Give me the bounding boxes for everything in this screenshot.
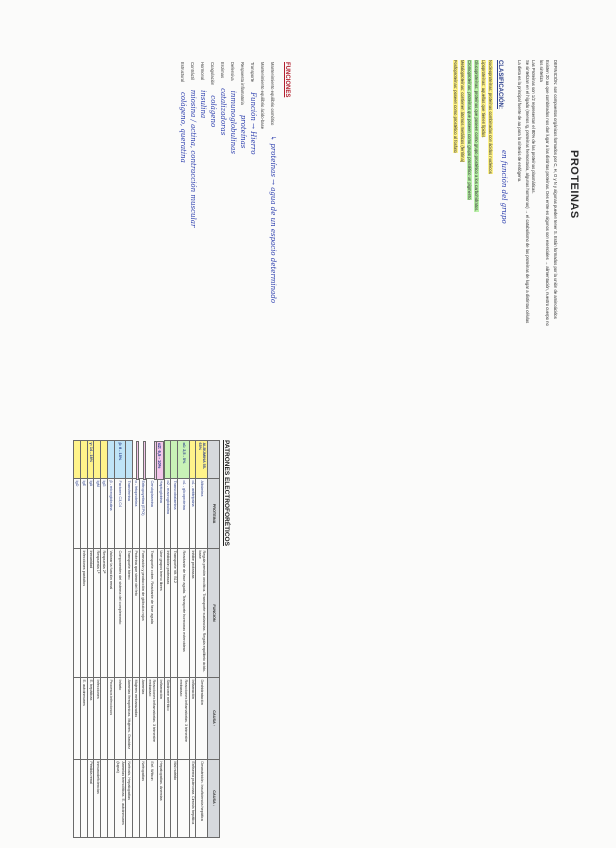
table-cell-cls: β: 8 - 15% <box>114 441 125 479</box>
table-row <box>157 441 164 838</box>
functions-heading: FUNCIONES <box>284 62 290 98</box>
table-cell-up: Anemias <box>139 678 146 760</box>
function-label: Mantenimiento equilibrio osmótico <box>270 62 275 126</box>
table-row <box>101 441 108 838</box>
classification-item <box>459 60 465 162</box>
table-cell-fun: Proteína que viene del feto <box>133 549 140 678</box>
table-cell-down <box>133 759 140 837</box>
table-cell-fun: Inmunidad <box>87 549 94 678</box>
table-cell-prot: IgD <box>74 479 81 549</box>
table-cell-cls: α1: 2,5 - 5% <box>178 441 189 479</box>
table-cell-up <box>101 678 108 760</box>
table-cell-down: Mal nutrido <box>171 759 178 837</box>
document-title: PROTEINAS <box>568 150 580 219</box>
function-handwriting: colágeno, queratina <box>179 92 187 163</box>
function-item <box>198 62 208 303</box>
classification-item-text: Cromoproteínas: proteínas que poseen como grupo prostético un pigmento <box>467 60 472 200</box>
table-cell-down: Desnutrición. Insuficiencia hepática <box>196 759 207 837</box>
table-row <box>114 441 125 838</box>
function-label: Mantenimiento equilibrio ácido-base <box>260 62 265 130</box>
function-label: Defensiva <box>230 62 235 81</box>
table-row <box>74 441 81 838</box>
function-handwriting: proteínas <box>239 114 247 149</box>
table-cell-down: Enfisema pulmonar. Cirrosis hepática <box>189 759 196 837</box>
function-label: Enzimas <box>220 62 225 79</box>
function-handwriting: colágeno <box>209 95 217 128</box>
table-cell-down <box>108 759 115 837</box>
function-handwriting: inmunoglobulinas <box>229 90 237 154</box>
classification-item-text: Lipoproteínas: aquellas que tienen lípidos <box>481 60 486 138</box>
table-body <box>74 441 208 838</box>
table-cell-fun: Formación y producción de glóbulos rojos <box>139 549 146 678</box>
intro-line-6: La dieta es la principal fuente de aa para la síntesis de endógena. <box>517 60 522 183</box>
table-cell-cls: α2: 6,5 - 10% <box>155 441 164 480</box>
classification-item-text: Fosfoproteínas: poseen como prostético al fosfato <box>453 60 458 153</box>
function-label: Estructural <box>180 62 185 83</box>
table-row <box>196 441 207 838</box>
table-cell-down: Nefrosis. Hepatopatías <box>126 759 133 837</box>
table-cell-prot: Albúmina <box>196 479 207 549</box>
table-cell-prot: α - fetoproteína <box>133 479 140 549</box>
table-cell-down <box>80 759 87 837</box>
table-cell-fun: Regula presión oncótica. Transporte sustancias. Regula equilibrio ácido-base <box>196 549 207 678</box>
function-item <box>238 62 248 303</box>
table-header-cell: PROTEINA <box>207 479 219 549</box>
classification-item-text: Metaloproteínas: contienen átomos metálicos (ferritina) <box>460 60 465 163</box>
table-header-cell: CAUSA ↑ <box>207 678 219 760</box>
intro-line-2: Existen 20 aa que combinados nos dan lugar a las distintas proteínas. Des entre es algunos son esenciales → alimentación, nuestro cuerpo no <box>545 60 550 326</box>
table-cell-down: Anemias hemolíticas. E. autoinmunes (lupus) <box>114 759 125 837</box>
table-cell-cls <box>136 441 139 480</box>
table-cell-down: Nefropatías <box>139 759 146 837</box>
table-row <box>189 441 196 838</box>
table-cell-up: Mujeres embarazadas <box>133 678 140 760</box>
table-cell-up: E. autoinmunes <box>80 678 87 760</box>
function-item <box>178 62 188 303</box>
table-header-cell: CAUSA ↓ <box>207 759 219 837</box>
function-item <box>248 62 258 303</box>
table-cell-prot: α1 - antitripsina <box>189 479 196 549</box>
table-row <box>133 441 140 838</box>
function-item <box>258 62 268 303</box>
function-label: Contráctil <box>190 62 195 80</box>
table-cell-up <box>171 678 178 760</box>
table-row <box>178 441 189 838</box>
table-cell-cls <box>171 441 178 479</box>
function-label: Hormonal <box>200 62 205 81</box>
function-label: Respuesta inflamatoria <box>240 62 245 105</box>
table-cell-up: Reacciones inflamatorias. 3 trimestre embarazo <box>178 678 189 760</box>
table-row <box>80 441 87 838</box>
intro-line-4: Las Proteínas son 1/2 representan el 80% de las proteínas plasmáticas. <box>531 60 536 194</box>
intro-text: DEFINICIÓN: son compuestos orgánicos formados por C, H, O y N y algunas pueden tener S. Están formados por la unión de aminoácidos <box>553 60 558 319</box>
function-handwriting: catalizadoras <box>219 88 227 136</box>
table-cell-cls <box>154 441 157 480</box>
table-cell-down <box>178 759 189 837</box>
table-cell-prot: IgG <box>101 479 108 549</box>
table-cell-cls <box>101 441 108 479</box>
table-cell-cls <box>143 441 146 480</box>
table-row <box>146 441 157 838</box>
function-label: Transporte <box>250 62 255 83</box>
table-cell-prot: Transcobalamina <box>171 479 178 549</box>
table-cell-up: Infarto <box>114 678 125 760</box>
table-cell-fun: Valorar la función renal <box>108 549 115 678</box>
classification-item-text: Nucleoproteínas: proteínas combinadas con ácidos nucleicos <box>488 60 493 174</box>
table-header-row <box>207 441 219 838</box>
function-handwriting: Función → Hierro <box>249 92 257 155</box>
table-cell-down: Hepatopatías. Anemias <box>157 759 164 837</box>
table-cell-fun: Respuesta 2ª <box>101 549 108 678</box>
handwritten-classification-note: en función del grupo <box>500 150 508 224</box>
classification-item <box>466 60 472 200</box>
table-cell-up: Anemias ferropénicas. Mujeres. Gravidez <box>126 678 133 760</box>
table-cell-prot: Ceruloplasmina <box>146 479 157 549</box>
table-cell-prot: IgA <box>87 479 94 549</box>
table-row <box>139 441 146 838</box>
table-cell-down <box>74 759 81 837</box>
table-cell-fun: Inhibición proteasas <box>164 549 171 678</box>
table-cell-up: Síndrome nefrítico <box>164 678 171 760</box>
table-cell-fun: Transporte hierro <box>126 549 133 678</box>
intro-line-3: los sintetiza <box>539 60 544 82</box>
intro-line-1 <box>552 60 558 319</box>
table-cell-cls <box>189 441 196 479</box>
table-cell-fun: Infecciones parásitos <box>80 549 87 678</box>
electrophoretic-table <box>73 440 220 838</box>
table-cell-cls: ALBÚMINA 55-65% <box>196 441 207 479</box>
table-cell-down <box>101 759 108 837</box>
function-handwriting: miosina / actina, contracción muscular <box>189 89 197 228</box>
table-cell-fun: Respuesta 1ª <box>94 549 101 678</box>
classification-item <box>480 60 486 137</box>
table-cell-up: Infecciones <box>94 678 101 760</box>
table-cell-down <box>164 759 171 837</box>
table-cell-up: Reacciones inflamatorias. 3 trimestre embarazo <box>146 678 157 760</box>
table-header-cell: FUNCION <box>207 549 219 678</box>
table-cell-down: Inmunodeficiencias <box>94 759 101 837</box>
table-cell-prot: Eritropoyetina (EPO) <box>139 479 146 549</box>
table-cell-fun: Reactante de fase aguda. Transporte hormonas esteroideas <box>178 549 189 678</box>
table-row <box>164 441 171 838</box>
intro-line-5: Se sintetizan en el hígado (menos Ig, proteínas hemostasia, algunas hormonas) → el catabolismo de las proteínas de lugar a distintas células <box>525 60 530 324</box>
table-cell-up: Procesos infecciosos <box>108 678 115 760</box>
table-cell-prot: Haptoglobina <box>157 479 164 549</box>
table-cell-fun: Une grupos hemo libres <box>157 549 164 678</box>
classification-heading: CLASIFICACIÓN: <box>497 60 503 109</box>
function-label: Coagulación <box>210 62 215 86</box>
table-cell-fun <box>74 549 81 678</box>
classification-item <box>473 60 479 212</box>
table-cell-prot: Factores C3,C4 <box>114 479 125 549</box>
table-row <box>87 441 94 838</box>
function-handwriting: ↳ proteínas → agua de un espacio determinado <box>269 135 277 304</box>
table-cell-cls <box>126 441 133 479</box>
functions-list <box>178 62 278 303</box>
table-cell-prot: IgE <box>80 479 87 549</box>
function-item <box>228 62 238 303</box>
table-cell-cls <box>80 441 87 479</box>
table-cell-up: Deshidratación <box>196 678 207 760</box>
table-header-cell <box>207 441 219 479</box>
table-cell-up: Inflamación <box>157 678 164 760</box>
classification-item <box>452 60 458 153</box>
table-cell-prot: Transferrina <box>126 479 133 549</box>
table-row <box>108 441 115 838</box>
table-cell-fun: Inhibe proteasas <box>189 549 196 678</box>
classification-item <box>487 60 493 174</box>
table-cell-down: Pérdida renal <box>87 759 94 837</box>
function-item <box>218 62 228 303</box>
table-cell-cls <box>164 441 171 479</box>
table-row <box>171 441 178 838</box>
table-cell-prot: α1 - glicoproteína <box>178 479 189 549</box>
table-cell-cls <box>108 441 115 479</box>
function-item <box>188 62 198 303</box>
function-item <box>268 62 278 303</box>
table-cell-cls <box>94 441 101 479</box>
classification-item-text: Glucoproteínas: proteínas que poseen como grupo prostético a los carbohidratos. <box>474 60 479 212</box>
table-row <box>94 441 101 838</box>
table-cell-fun: Transporte Vit. B12 <box>171 549 178 678</box>
function-handwriting: insulina <box>199 90 207 119</box>
function-item <box>208 62 218 303</box>
table-cell-down: Enf. Wilson <box>146 759 157 837</box>
table-cell-prot: IgM <box>94 479 101 549</box>
table-cell-cls <box>74 441 81 479</box>
table-cell-prot: α2 - macroglobulina <box>164 479 171 549</box>
table-cell-up <box>74 678 81 760</box>
table-title: PATRONES ELECTROFORÉTICOS <box>223 440 230 546</box>
table-row <box>126 441 133 838</box>
table-cell-up: Inflamación <box>189 678 196 760</box>
table-cell-up: E. hepáticas <box>87 678 94 760</box>
table-cell-cls: γ: 14 - 18% <box>87 441 94 479</box>
table-cell-prot: β - microglobulina <box>108 479 115 549</box>
table-cell-fun: Transporte cobre. Reactante de fase aguda <box>146 549 157 678</box>
table-cell-fun: Componentes del sistema del complemento <box>114 549 125 678</box>
